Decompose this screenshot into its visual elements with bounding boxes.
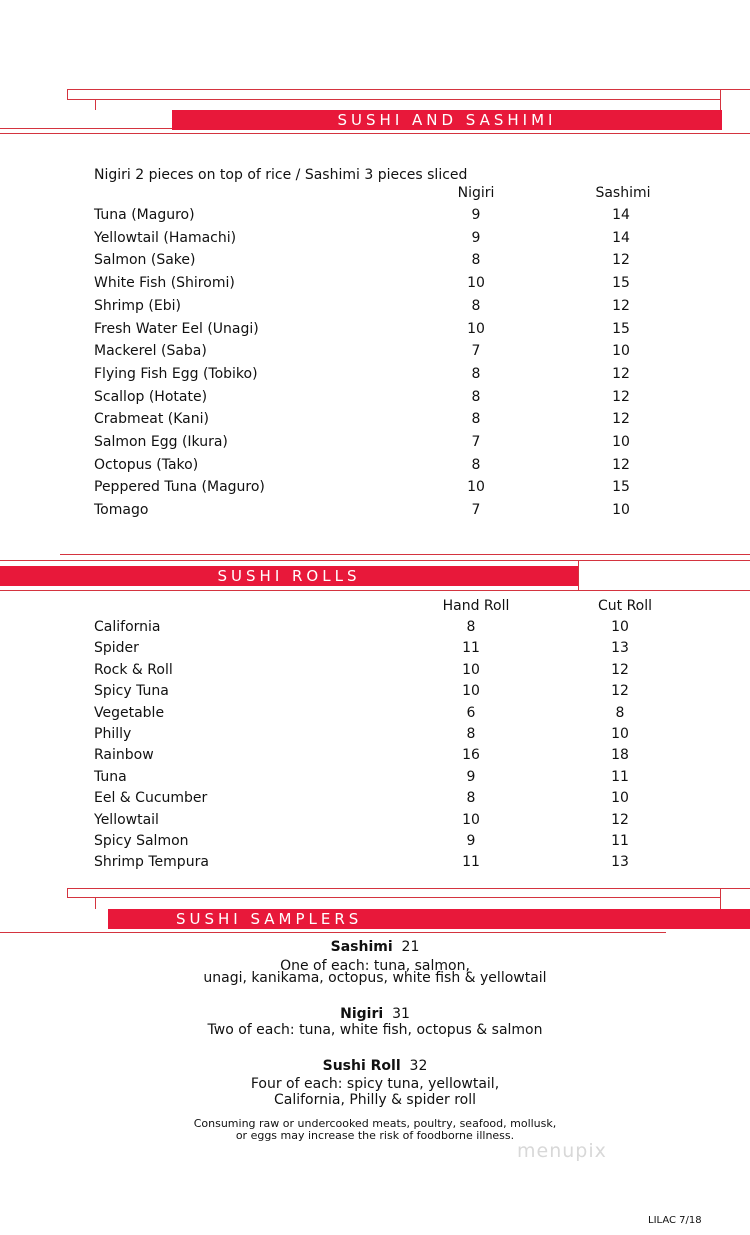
menu-item-price-2: 11 xyxy=(611,768,629,785)
menu-item-row xyxy=(0,499,750,521)
menu-item-price-2: 15 xyxy=(612,320,630,337)
sampler-name: Nigiri xyxy=(340,1006,384,1022)
footer-code: LILAC 7/18 xyxy=(648,1215,702,1226)
menu-item-name: Spicy Salmon xyxy=(94,833,189,849)
watermark: menupix xyxy=(517,1140,607,1162)
menu-item-row xyxy=(0,363,750,385)
menu-item-name: Shrimp (Ebi) xyxy=(94,297,181,314)
menu-item-row xyxy=(0,318,750,340)
divider xyxy=(67,897,720,898)
menu-item-price-2: 13 xyxy=(611,640,629,657)
sampler-name: Sashimi xyxy=(330,939,393,955)
divider xyxy=(67,888,750,889)
menu-item-row xyxy=(0,249,750,271)
menu-item-name: Tuna (Maguro) xyxy=(94,207,195,223)
menu-item-row xyxy=(0,809,750,831)
menu-item-row xyxy=(0,766,750,788)
sampler-price: 21 xyxy=(401,939,420,955)
menu-item-price-1: 7 xyxy=(471,502,481,519)
menu-item-name: Octopus (Tako) xyxy=(94,456,199,473)
menu-item-price-2: 10 xyxy=(612,434,630,450)
menu-item-row xyxy=(0,680,750,702)
menu-item-price-1: 10 xyxy=(462,811,480,828)
food-safety-disclaimer: Consuming raw or undercooked meats, poultry, seafood, mollusk, xyxy=(193,1117,557,1130)
menu-item-price-1: 10 xyxy=(467,479,485,496)
divider xyxy=(0,560,750,561)
menu-item-price-2: 14 xyxy=(612,229,630,246)
sampler-description: unagi, kanikama, octopus, white fish & yellowtail xyxy=(203,970,547,986)
section-title: SUSHI AND SASHIMI xyxy=(172,110,722,130)
menu-item-name: Tomago xyxy=(94,502,149,519)
menu-item-price-1: 8 xyxy=(466,726,476,742)
menu-item-price-2: 14 xyxy=(612,207,630,223)
menu-item-name: California xyxy=(94,619,161,635)
menu-item-price-1: 9 xyxy=(471,229,481,246)
sampler-roll-heading xyxy=(0,1056,750,1076)
menu-item-price-2: 12 xyxy=(612,252,630,269)
sampler-price: 31 xyxy=(392,1006,410,1022)
menu-item-price-2: 8 xyxy=(615,704,625,721)
menu-item-price-1: 8 xyxy=(466,619,476,635)
menu-item-name: Yellowtail (Hamachi) xyxy=(94,229,237,246)
menu-item-row xyxy=(0,637,750,659)
menu-item-price-2: 10 xyxy=(611,726,629,742)
menu-item-row xyxy=(0,340,750,362)
menu-item-price-1: 8 xyxy=(471,456,481,473)
divider xyxy=(720,89,721,110)
menu-item-row xyxy=(0,227,750,249)
divider xyxy=(67,89,750,90)
menu-item-row xyxy=(0,295,750,317)
menu-item-price-2: 12 xyxy=(612,456,630,473)
menu-item-name: Philly xyxy=(94,726,132,742)
menu-item-price-2: 18 xyxy=(611,747,629,764)
menu-item-price-2: 12 xyxy=(611,683,629,700)
divider xyxy=(578,560,579,590)
menu-item-name: Spicy Tuna xyxy=(94,683,169,700)
section-title: SUSHI ROLLS xyxy=(0,566,578,586)
menu-item-name: Rock & Roll xyxy=(94,661,173,678)
menu-item-price-1: 7 xyxy=(471,343,481,360)
menu-item-name: White Fish (Shiromi) xyxy=(94,275,235,292)
menu-item-price-2: 10 xyxy=(611,790,629,807)
menu-item-price-1: 10 xyxy=(467,320,485,337)
sampler-sashimi-heading xyxy=(0,937,750,957)
food-safety-disclaimer: or eggs may increase the risk of foodborne illness. xyxy=(235,1129,515,1142)
menu-item-price-1: 8 xyxy=(466,790,476,807)
menu-item-price-2: 15 xyxy=(612,479,630,496)
menu-item-row xyxy=(0,723,750,745)
menu-item-price-1: 8 xyxy=(471,388,481,405)
menu-item-name: Crabmeat (Kani) xyxy=(94,411,209,428)
menu-item-row xyxy=(0,454,750,476)
menu-item-name: Rainbow xyxy=(94,747,154,764)
menu-item-price-1: 6 xyxy=(466,704,476,721)
menu-item-price-2: 12 xyxy=(612,388,630,405)
menu-item-price-2: 12 xyxy=(611,661,629,678)
menu-item-name: Spider xyxy=(94,640,139,657)
menu-item-name: Salmon Egg (Ikura) xyxy=(94,434,228,450)
menu-item-row xyxy=(0,272,750,294)
sampler-description: Four of each: spicy tuna, yellowtail, xyxy=(250,1076,500,1092)
menu-item-price-1: 11 xyxy=(462,640,480,657)
section-title: SUSHI SAMPLERS xyxy=(108,909,750,929)
menu-item-price-1: 8 xyxy=(471,365,481,382)
menu-item-row xyxy=(0,787,750,809)
divider xyxy=(67,99,720,100)
menu-item-price-1: 10 xyxy=(462,683,480,700)
menu-item-name: Peppered Tuna (Maguro) xyxy=(94,479,265,496)
menu-item-price-1: 8 xyxy=(471,411,481,428)
menu-item-price-1: 7 xyxy=(471,434,481,450)
divider xyxy=(0,133,750,134)
column-header-hand-roll: Hand Roll xyxy=(442,598,510,614)
menu-item-name: Scallop (Hotate) xyxy=(94,388,208,405)
menu-item-name: Salmon (Sake) xyxy=(94,252,196,269)
menu-item-row xyxy=(0,476,750,498)
divider xyxy=(95,897,96,909)
menu-item-price-1: 11 xyxy=(462,854,480,871)
menu-item-price-1: 10 xyxy=(467,275,485,292)
section-intro: Nigiri 2 pieces on top of rice / Sashimi 3 pieces sliced xyxy=(94,167,468,183)
menu-item-price-2: 12 xyxy=(612,411,630,428)
divider xyxy=(60,554,750,555)
column-header-cut-roll: Cut Roll xyxy=(597,598,653,614)
menu-item-row xyxy=(0,830,750,852)
menu-item-row xyxy=(0,431,750,453)
menu-item-price-1: 10 xyxy=(462,661,480,678)
menu-item-row xyxy=(0,659,750,681)
menu-item-price-2: 10 xyxy=(612,502,630,519)
sampler-name: Sushi Roll xyxy=(322,1058,401,1074)
menu-item-name: Vegetable xyxy=(94,704,165,721)
menu-item-name: Yellowtail xyxy=(94,811,159,828)
menu-item-price-2: 12 xyxy=(612,297,630,314)
menu-item-row xyxy=(0,702,750,724)
column-header-sashimi: Sashimi xyxy=(595,185,651,201)
divider xyxy=(0,932,666,933)
divider xyxy=(95,99,96,110)
menu-item-name: Fresh Water Eel (Unagi) xyxy=(94,320,259,337)
menu-item-name: Flying Fish Egg (Tobiko) xyxy=(94,365,258,382)
menu-item-price-1: 16 xyxy=(462,747,480,764)
sampler-price: 32 xyxy=(409,1058,428,1074)
column-header-nigiri: Nigiri xyxy=(457,185,495,201)
menu-item-price-2: 11 xyxy=(611,833,629,849)
divider xyxy=(0,590,750,591)
sampler-description: Two of each: tuna, white fish, octopus & salmon xyxy=(207,1022,543,1038)
menu-item-price-2: 15 xyxy=(612,275,630,292)
menu-item-row xyxy=(0,851,750,873)
menu-item-price-2: 12 xyxy=(611,811,629,828)
menu-item-price-1: 8 xyxy=(471,297,481,314)
menu-item-row xyxy=(0,204,750,226)
menu-item-row xyxy=(0,616,750,638)
sampler-description: California, Philly & spider roll xyxy=(273,1092,477,1108)
menu-item-price-1: 9 xyxy=(466,768,476,785)
menu-item-price-1: 8 xyxy=(471,252,481,269)
menu-item-name: Shrimp Tempura xyxy=(94,854,209,871)
divider xyxy=(720,888,721,909)
menu-item-row xyxy=(0,744,750,766)
menu-item-row xyxy=(0,408,750,430)
menu-item-price-1: 9 xyxy=(466,833,476,849)
menu-item-price-1: 9 xyxy=(471,207,481,223)
menu-item-price-2: 10 xyxy=(611,619,629,635)
menu-item-row xyxy=(0,386,750,408)
menu-item-price-2: 12 xyxy=(612,365,630,382)
sampler-description: One of each: tuna, salmon, xyxy=(280,958,470,974)
menu-item-price-2: 13 xyxy=(611,854,629,871)
divider xyxy=(67,89,68,100)
menu-item-name: Tuna xyxy=(94,768,127,785)
menu-item-name: Mackerel (Saba) xyxy=(94,343,207,360)
menu-item-price-2: 10 xyxy=(612,343,630,360)
menu-item-name: Eel & Cucumber xyxy=(94,790,208,807)
